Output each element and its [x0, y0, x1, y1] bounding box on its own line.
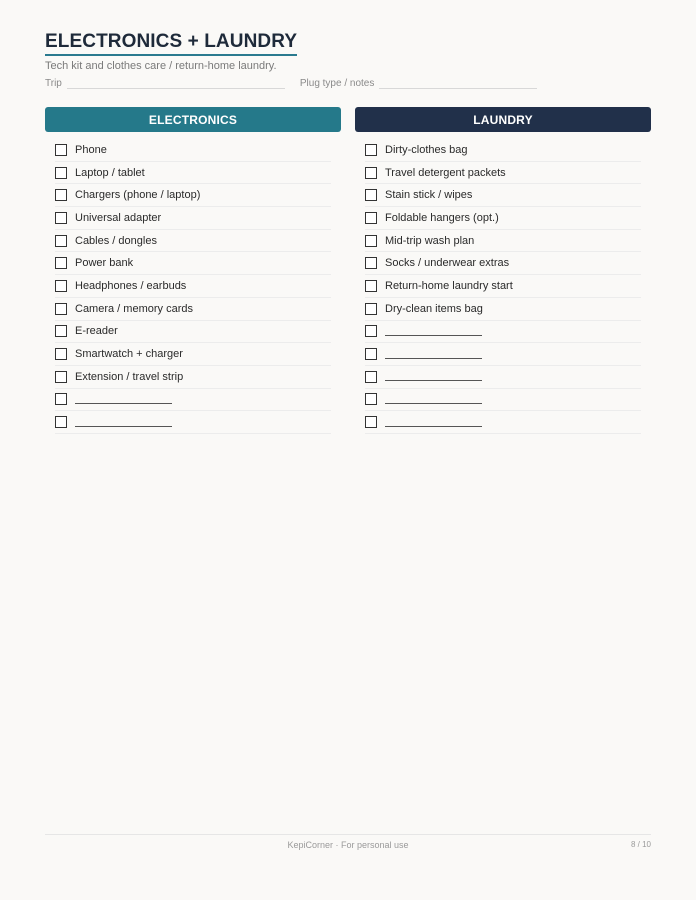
checklist-item[interactable] [365, 298, 641, 321]
checkbox[interactable] [55, 325, 67, 337]
checklist-item[interactable] [55, 298, 331, 321]
blank-checklist-item[interactable] [365, 366, 641, 389]
checkbox[interactable] [365, 416, 377, 428]
blank-write-in-line[interactable] [385, 418, 482, 427]
checklist-item[interactable] [55, 207, 331, 230]
checklist-item[interactable] [365, 184, 641, 207]
checkbox[interactable] [365, 325, 377, 337]
checklist-item[interactable] [55, 162, 331, 185]
checklist-item[interactable] [55, 321, 331, 344]
checkbox[interactable] [365, 212, 377, 224]
laundry-heading: LAUNDRY [355, 107, 651, 132]
plug-notes-label: Plug type / notes [299, 78, 375, 89]
checklist-item[interactable] [55, 139, 331, 162]
checkbox[interactable] [55, 167, 67, 179]
checklist-item-label: Stain stick / wipes [385, 189, 473, 202]
blank-write-in-line[interactable] [75, 418, 172, 427]
checkbox[interactable] [365, 371, 377, 383]
checklist-item-label: Extension / travel strip [75, 370, 184, 383]
trip-field[interactable] [45, 75, 285, 89]
checkbox[interactable] [365, 257, 377, 269]
plug-notes-input-line[interactable] [379, 79, 537, 89]
checkbox[interactable] [55, 280, 67, 292]
page-footer [45, 834, 651, 854]
checklist-item-label: Chargers (phone / laptop) [75, 189, 201, 202]
blank-checklist-item[interactable] [365, 389, 641, 412]
checklist-item[interactable] [55, 366, 331, 389]
checklist-item-label: Travel detergent packets [385, 166, 506, 179]
checklist-item[interactable] [55, 252, 331, 275]
checklist-item-label: Return-home laundry start [385, 279, 513, 292]
checklist-item-label: Camera / memory cards [75, 302, 193, 315]
checklist-item[interactable] [55, 230, 331, 253]
checkbox[interactable] [365, 189, 377, 201]
checkbox[interactable] [365, 393, 377, 405]
blank-checklist-item[interactable] [365, 321, 641, 344]
checklist-item[interactable] [55, 275, 331, 298]
blank-checklist-item[interactable] [55, 389, 331, 412]
checklist-item-label: Universal adapter [75, 211, 162, 224]
blank-checklist-item[interactable] [365, 343, 641, 366]
header-fields [45, 75, 651, 89]
checklist-item-label: Laptop / tablet [75, 166, 145, 179]
electronics-column [45, 107, 341, 434]
checklist-item[interactable] [365, 275, 641, 298]
checklist-item-label: Phone [75, 143, 107, 156]
checkbox[interactable] [365, 167, 377, 179]
trip-input-line[interactable] [67, 79, 285, 89]
checkbox[interactable] [55, 235, 67, 247]
checklist-item[interactable] [365, 207, 641, 230]
checkbox[interactable] [55, 257, 67, 269]
page-number: 8 / 10 [630, 840, 651, 849]
checkbox[interactable] [55, 212, 67, 224]
checklist-item-label: Headphones / earbuds [75, 279, 187, 292]
checklist-item-label: Socks / underwear extras [385, 257, 510, 270]
checklist-item[interactable] [365, 139, 641, 162]
blank-checklist-item[interactable] [365, 411, 641, 434]
checklist-item-label: Smartwatch + charger [75, 348, 183, 361]
checklist-item[interactable] [365, 162, 641, 185]
checkbox[interactable] [55, 416, 67, 428]
electronics-heading: ELECTRONICS [45, 107, 341, 132]
blank-write-in-line[interactable] [385, 350, 482, 359]
checkbox[interactable] [365, 303, 377, 315]
checkbox[interactable] [55, 348, 67, 360]
checklist-item-label: Dirty-clothes bag [385, 143, 468, 156]
checklist-item[interactable] [55, 343, 331, 366]
checklist-item-label: Mid-trip wash plan [385, 234, 475, 247]
checkbox[interactable] [365, 144, 377, 156]
plug-notes-field[interactable] [300, 75, 538, 89]
checklist-item-label: Dry-clean items bag [385, 302, 483, 315]
checkbox[interactable] [365, 235, 377, 247]
trip-label: Trip [45, 78, 62, 89]
checkbox[interactable] [365, 280, 377, 292]
checklist-item-label: E-reader [75, 325, 118, 338]
page-subtitle: Tech kit and clothes care / return-home laundry. [45, 60, 277, 72]
laundry-column [355, 107, 651, 434]
checklist-item-label: Power bank [75, 257, 134, 270]
blank-write-in-line[interactable] [75, 395, 172, 404]
checkbox[interactable] [55, 144, 67, 156]
checklist-item[interactable] [365, 230, 641, 253]
checklist-item[interactable] [55, 184, 331, 207]
blank-write-in-line[interactable] [385, 327, 482, 336]
checkbox[interactable] [365, 348, 377, 360]
checkbox[interactable] [55, 393, 67, 405]
checkbox[interactable] [55, 189, 67, 201]
page-title: ELECTRONICS + LAUNDRY [45, 31, 297, 56]
blank-write-in-line[interactable] [385, 395, 482, 404]
checkbox[interactable] [55, 303, 67, 315]
checklist-item-label: Foldable hangers (opt.) [385, 211, 499, 224]
footer-brand: KepiCorner · For personal use [287, 840, 409, 850]
checklist-item-label: Cables / dongles [75, 234, 157, 247]
page-header [45, 31, 651, 89]
checklist-item[interactable] [365, 252, 641, 275]
blank-checklist-item[interactable] [55, 411, 331, 434]
blank-write-in-line[interactable] [385, 372, 482, 381]
laundry-checklist [355, 139, 651, 434]
electronics-checklist [45, 139, 341, 434]
checkbox[interactable] [55, 371, 67, 383]
